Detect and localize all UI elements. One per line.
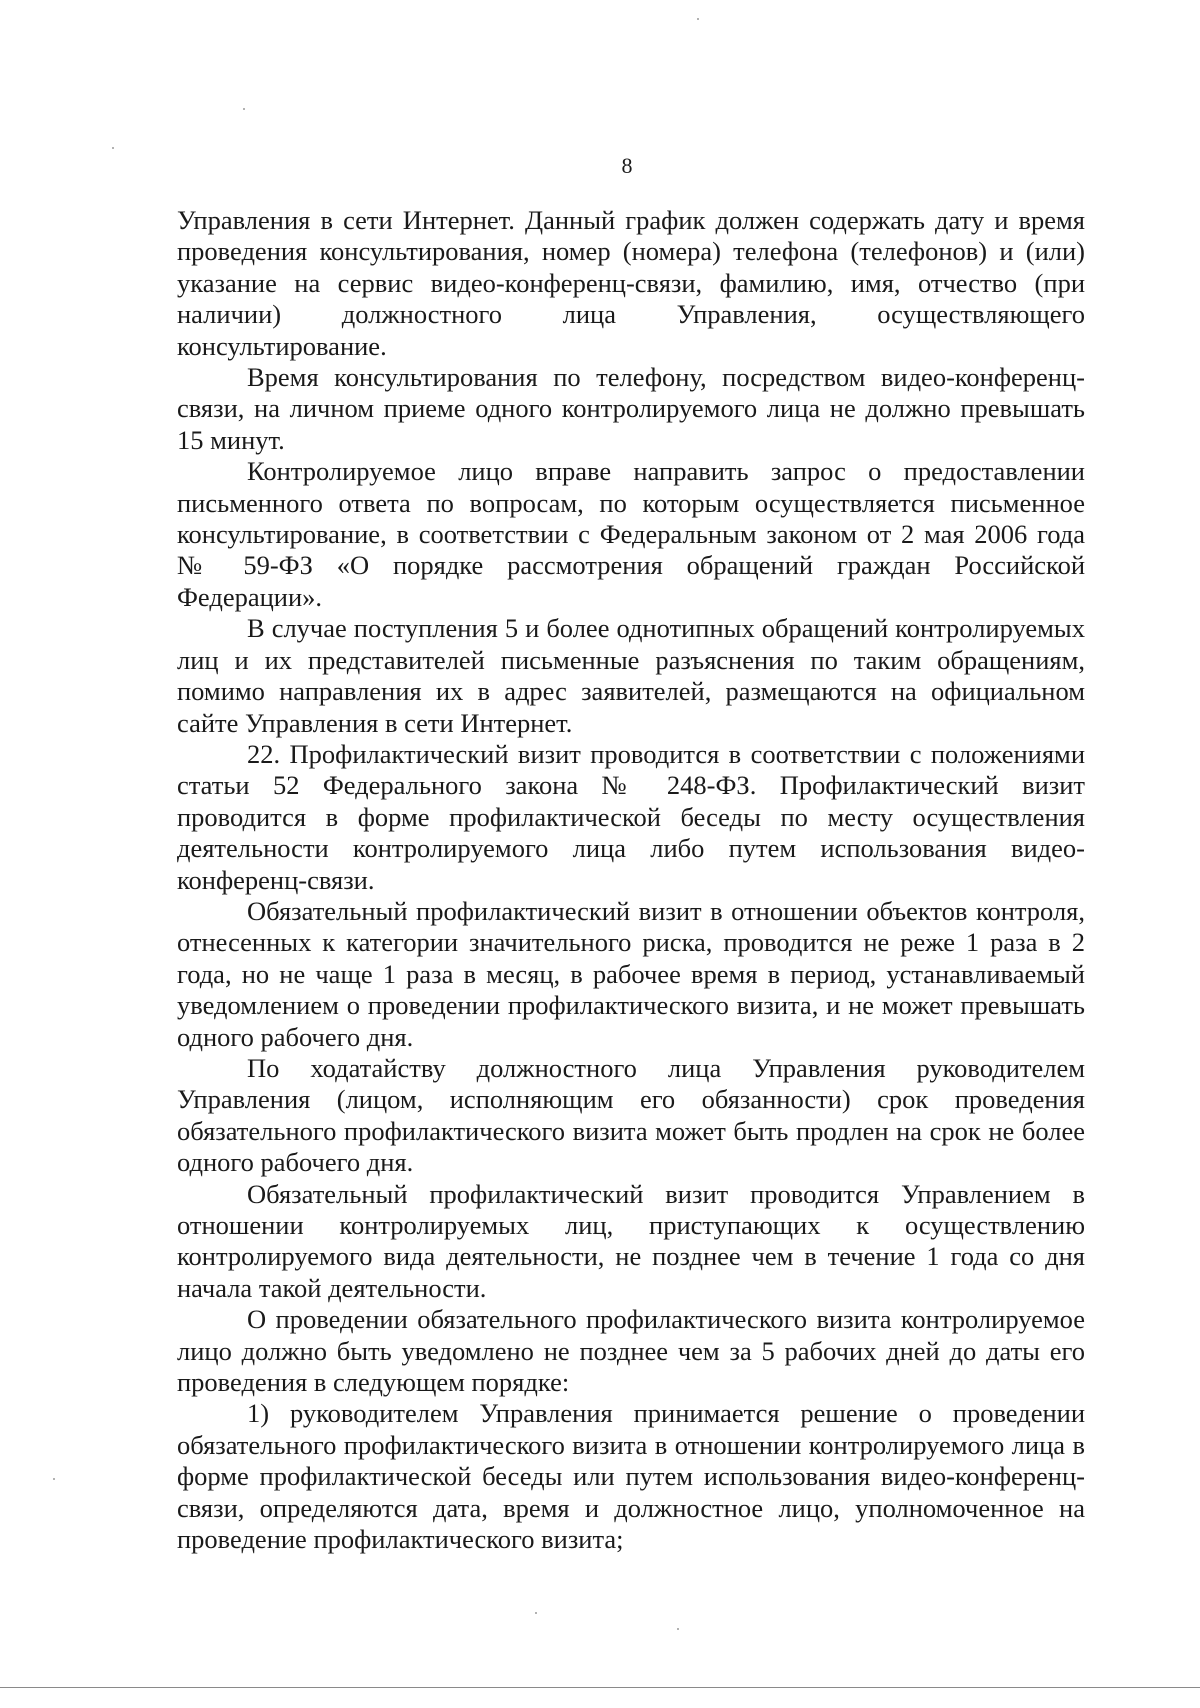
scan-speck xyxy=(697,18,699,20)
page-number: 8 xyxy=(621,153,633,178)
list-item-1: 1) руководителем Управления принимается решение о проведении обязательного профилактического визита в отношении контролируемого лица в форме профилактической беседы или путем использования видео-конференц-связи, определяются дата, время и должностное лицо, уполномоченное на проведение профилактического визита; xyxy=(177,1398,1085,1555)
document-body xyxy=(177,205,1085,1555)
scan-bottom-edge-line xyxy=(0,1687,1200,1688)
scan-speck xyxy=(112,147,114,149)
paragraph-clause-22: 22. Профилактический визит проводится в соответствии с положениями статьи 52 Федерального закона № 248-ФЗ. Профилактический визит проводится в форме профилактической беседы по месту осуществления деятельности контролируемого лица либо путем использования видео-конференц-связи. xyxy=(177,738,1085,895)
scan-speck xyxy=(677,1628,679,1630)
paragraph: В случае поступления 5 и более однотипных обращений контролируемых лиц и их представителей письменные разъяснения по таким обращениям, помимо направления их в адрес заявителей, размещаются на официальном сайте Управления в сети Интернет. xyxy=(177,613,1085,738)
scan-speck xyxy=(243,108,245,110)
paragraph: Контролируемое лицо вправе направить запрос о предоставлении письменного ответа по вопросам, по которым осуществляется письменное консультирование, в соответствии с Федеральным законом от 2 мая 2006 года № 59-ФЗ «О порядке рассмотрения обращений граждан Российской Федерации». xyxy=(177,456,1085,612)
paragraph: Обязательный профилактический визит проводится Управлением в отношении контролируемых лиц, приступающих к осуществлению контролируемого вида деятельности, не позднее чем в течение 1 года со дня начала такой деятельности. xyxy=(177,1178,1085,1303)
scan-speck xyxy=(535,1612,537,1614)
paragraph: О проведении обязательного профилактического визита контролируемое лицо должно быть уведомлено не позднее чем за 5 рабочих дней до даты его проведения в следующем порядке: xyxy=(177,1304,1085,1398)
scan-speck xyxy=(53,1478,55,1480)
paragraph: По ходатайству должностного лица Управления руководителем Управления (лицом, исполняющим его обязанности) срок проведения обязательного профилактического визита может быть продлен на срок не более одного рабочего дня. xyxy=(177,1052,1085,1178)
paragraph: Время консультирования по телефону, посредством видео-конференц-связи, на личном приеме одного контролируемого лица не должно превышать 15 минут. xyxy=(177,362,1085,455)
paragraph-continuation: Управления в сети Интернет. Данный график должен содержать дату и время проведения консультирования, номер (номера) телефона (телефонов) и (или) указание на сервис видео-конференц-связи, фамилию, имя, отчество (при наличии) должностного лица Управления, осуществляющего консультирование. xyxy=(177,205,1085,361)
paragraph: Обязательный профилактический визит в отношении объектов контроля, отнесенных к категории значительного риска, проводится не реже 1 раза в 2 года, но не чаще 1 раза в месяц, в рабочее время в период, устанавливаемый уведомлением о проведении профилактического визита, и не может превышать одного рабочего дня. xyxy=(177,895,1085,1052)
